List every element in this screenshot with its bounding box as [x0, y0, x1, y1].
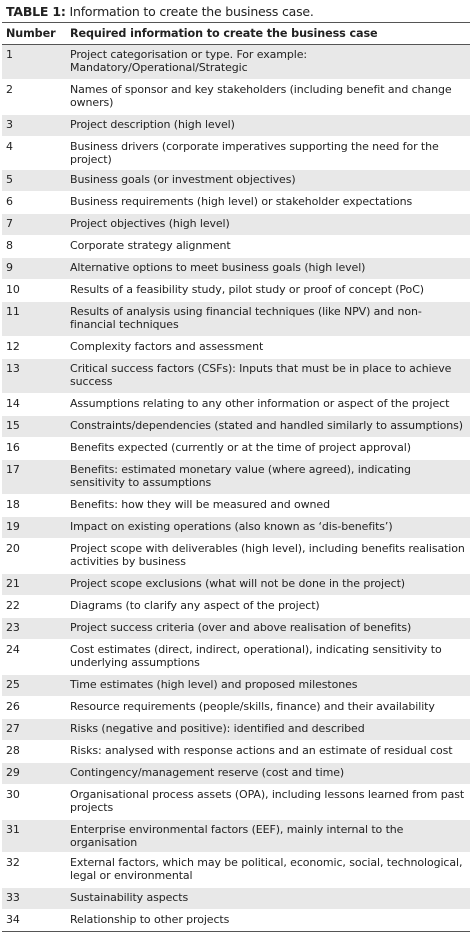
- row-required-information: Corporate strategy alignment: [66, 236, 470, 258]
- row-required-information: Assumptions relating to any other information or aspect of the project: [66, 394, 470, 416]
- row-number: 14: [2, 394, 66, 416]
- row-required-information: Alternative options to meet business goals (high level): [66, 258, 470, 280]
- table-row: [2, 302, 470, 337]
- caption-label: TABLE 1:: [6, 4, 66, 19]
- table-row: [2, 416, 470, 438]
- row-number: 27: [2, 719, 66, 741]
- table-row: [2, 697, 470, 719]
- row-number: 5: [2, 170, 66, 192]
- row-required-information: Impact on existing operations (also known as ‘dis-benefits’): [66, 517, 470, 539]
- document: [2, 0, 470, 932]
- caption-text: Information to create the business case.: [65, 4, 314, 19]
- row-number: 9: [2, 258, 66, 280]
- row-number: 25: [2, 675, 66, 697]
- row-number: 29: [2, 763, 66, 785]
- table-row: [2, 280, 470, 302]
- table-row: [2, 574, 470, 596]
- row-number: 10: [2, 280, 66, 302]
- table-row: [2, 741, 470, 763]
- table-row: [2, 337, 470, 359]
- table-row: [2, 910, 470, 932]
- row-required-information: Enterprise environmental factors (EEF), mainly internal to the organisation: [66, 820, 470, 853]
- row-required-information: Project categorisation or type. For example: Mandatory/Operational/Strategic: [66, 45, 470, 80]
- table-row: [2, 719, 470, 741]
- row-required-information: Diagrams (to clarify any aspect of the project): [66, 596, 470, 618]
- row-number: 16: [2, 438, 66, 460]
- row-number: 3: [2, 115, 66, 137]
- table-row: [2, 45, 470, 80]
- row-required-information: Business goals (or investment objectives): [66, 170, 470, 192]
- row-number: 30: [2, 785, 66, 820]
- table-row: [2, 394, 470, 416]
- table-row: [2, 236, 470, 258]
- row-required-information: Business requirements (high level) or stakeholder expectations: [66, 192, 470, 214]
- table-row: [2, 137, 470, 170]
- row-required-information: Benefits: how they will be measured and owned: [66, 495, 470, 517]
- table-body: [2, 45, 470, 932]
- table-row: [2, 495, 470, 517]
- table-row: [2, 618, 470, 640]
- table-row: [2, 517, 470, 539]
- row-number: 13: [2, 359, 66, 394]
- business-case-table: [2, 22, 470, 932]
- row-number: 28: [2, 741, 66, 763]
- table-row: [2, 460, 470, 495]
- row-required-information: Organisational process assets (OPA), including lessons learned from past projects: [66, 785, 470, 820]
- row-required-information: Risks (negative and positive): identified and described: [66, 719, 470, 741]
- row-number: 32: [2, 853, 66, 888]
- table-row: [2, 853, 470, 888]
- row-required-information: Benefits: estimated monetary value (where agreed), indicating sensitivity to assumptions: [66, 460, 470, 495]
- row-number: 19: [2, 517, 66, 539]
- row-number: 7: [2, 214, 66, 236]
- row-required-information: Project scope exclusions (what will not be done in the project): [66, 574, 470, 596]
- table-row: [2, 640, 470, 675]
- row-number: 17: [2, 460, 66, 495]
- row-number: 26: [2, 697, 66, 719]
- row-number: 18: [2, 495, 66, 517]
- row-number: 31: [2, 820, 66, 853]
- table-row: [2, 170, 470, 192]
- header-row: [2, 23, 470, 45]
- row-number: 22: [2, 596, 66, 618]
- row-required-information: Complexity factors and assessment: [66, 337, 470, 359]
- table-row: [2, 888, 470, 910]
- table-row: [2, 359, 470, 394]
- table-row: [2, 80, 470, 115]
- row-required-information: External factors, which may be political, economic, social, technological, legal or environmental: [66, 853, 470, 888]
- row-required-information: Results of analysis using financial techniques (like NPV) and non-financial techniques: [66, 302, 470, 337]
- row-number: 2: [2, 80, 66, 115]
- row-required-information: Project description (high level): [66, 115, 470, 137]
- row-number: 8: [2, 236, 66, 258]
- row-required-information: Business drivers (corporate imperatives supporting the need for the project): [66, 137, 470, 170]
- row-required-information: Contingency/management reserve (cost and time): [66, 763, 470, 785]
- row-required-information: Critical success factors (CSFs): Inputs that must be in place to achieve success: [66, 359, 470, 394]
- row-number: 15: [2, 416, 66, 438]
- table-row: [2, 115, 470, 137]
- row-number: 11: [2, 302, 66, 337]
- row-number: 21: [2, 574, 66, 596]
- row-number: 12: [2, 337, 66, 359]
- table-row: [2, 192, 470, 214]
- table-row: [2, 214, 470, 236]
- row-number: 23: [2, 618, 66, 640]
- table-row: [2, 675, 470, 697]
- header-number: Number: [2, 23, 66, 45]
- table-row: [2, 258, 470, 280]
- row-number: 4: [2, 137, 66, 170]
- row-required-information: Project objectives (high level): [66, 214, 470, 236]
- row-required-information: Relationship to other projects: [66, 910, 470, 932]
- row-number: 6: [2, 192, 66, 214]
- row-number: 34: [2, 910, 66, 932]
- row-required-information: Cost estimates (direct, indirect, operational), indicating sensitivity to underlying assumptions: [66, 640, 470, 675]
- row-required-information: Time estimates (high level) and proposed milestones: [66, 675, 470, 697]
- row-required-information: Sustainability aspects: [66, 888, 470, 910]
- row-number: 24: [2, 640, 66, 675]
- table-row: [2, 785, 470, 820]
- table-caption: [2, 0, 470, 22]
- row-required-information: Project scope with deliverables (high level), including benefits realisation activities by business: [66, 539, 470, 574]
- row-required-information: Benefits expected (currently or at the time of project approval): [66, 438, 470, 460]
- table-row: [2, 820, 470, 853]
- row-required-information: Project success criteria (over and above realisation of benefits): [66, 618, 470, 640]
- table-row: [2, 438, 470, 460]
- table-row: [2, 596, 470, 618]
- row-required-information: Risks: analysed with response actions and an estimate of residual cost: [66, 741, 470, 763]
- table-row: [2, 763, 470, 785]
- row-number: 1: [2, 45, 66, 80]
- header-required-information: Required information to create the business case: [66, 23, 470, 45]
- row-required-information: Names of sponsor and key stakeholders (including benefit and change owners): [66, 80, 470, 115]
- row-required-information: Results of a feasibility study, pilot study or proof of concept (PoC): [66, 280, 470, 302]
- row-number: 33: [2, 888, 66, 910]
- table-row: [2, 539, 470, 574]
- row-number: 20: [2, 539, 66, 574]
- row-required-information: Constraints/dependencies (stated and handled similarly to assumptions): [66, 416, 470, 438]
- row-required-information: Resource requirements (people/skills, finance) and their availability: [66, 697, 470, 719]
